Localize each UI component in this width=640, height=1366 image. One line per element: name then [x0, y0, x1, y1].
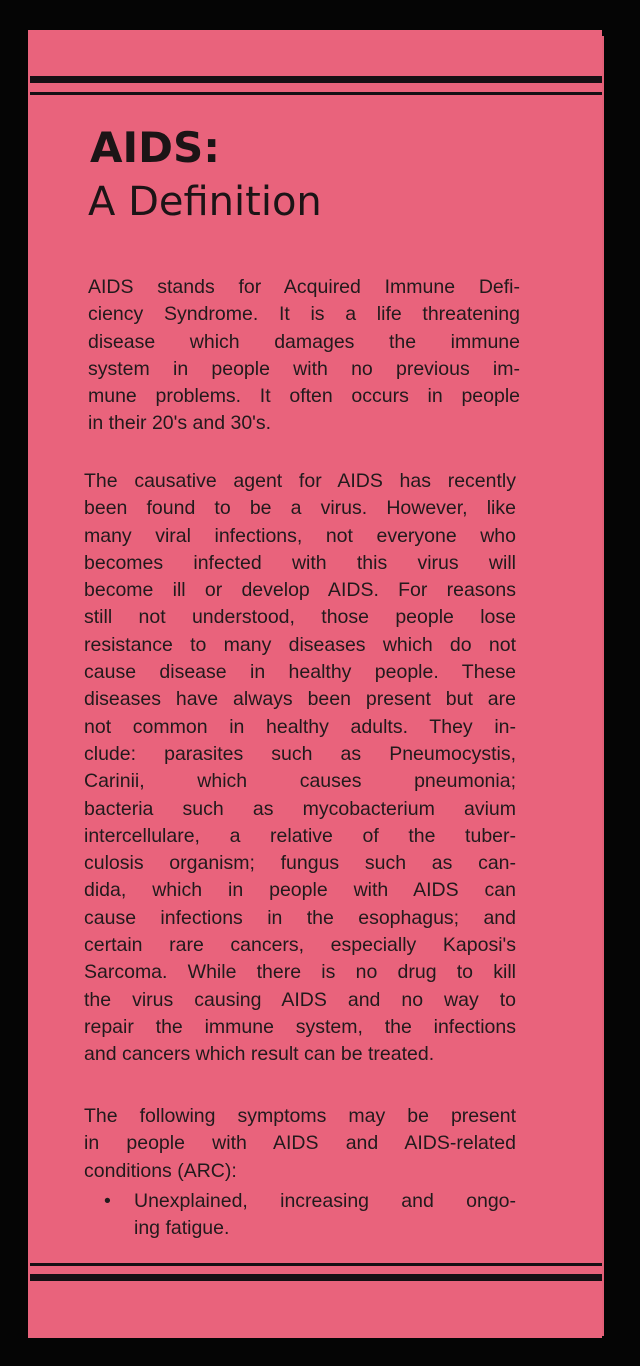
text-line: ciency Syndrome. It is a life threatening [88, 303, 520, 326]
top-rule-thick [30, 76, 602, 83]
text-line: Carinii, which causes pneumonia; [84, 770, 516, 793]
text-line: The following symptoms may be present [84, 1105, 516, 1127]
paragraph-causative-agent [84, 468, 516, 1069]
pamphlet-page [28, 30, 602, 1338]
text-line: clude: parasites such as Pneumocystis, [84, 742, 516, 765]
bullet-text [134, 1188, 516, 1243]
top-rule-thin [30, 92, 602, 95]
text-line: in their 20's and 30's. [88, 412, 272, 435]
text-line: disease which damages the immune [88, 330, 520, 353]
paragraph-symptoms-intro [84, 1103, 516, 1185]
text-line: not common in healthy adults. They in- [84, 715, 516, 738]
bottom-rule-thick [30, 1274, 602, 1281]
text-line: cause infections in the esophagus; and [84, 906, 516, 929]
text-line: in people with AIDS and AIDS-related [84, 1132, 516, 1155]
text-line: and cancers which result can be treated. [84, 1043, 435, 1066]
text-line: certain rare cancers, especially Kaposi's [84, 934, 516, 957]
bottom-rule-thin [30, 1263, 602, 1266]
page-subtitle: A Definition [88, 179, 322, 225]
text-line: become ill or develop AIDS. For reasons [84, 579, 516, 602]
page-title: AIDS: [90, 123, 221, 172]
text-line: intercellulare, a relative of the tuber- [84, 824, 516, 847]
text-line: The causative agent for AIDS has recently [84, 470, 516, 492]
text-line: AIDS stands for Acquired Immune Defi- [88, 276, 520, 298]
text-line: culosis organism; fungus such as can- [84, 852, 516, 875]
bullet-marker: • [104, 1190, 111, 1212]
text-line: cause disease in healthy people. These [84, 661, 516, 684]
text-line: resistance to many diseases which do not [84, 633, 516, 656]
text-line: been found to be a virus. However, like [84, 497, 516, 520]
text-line: system in people with no previous im- [88, 357, 520, 380]
text-line: conditions (ARC): [84, 1159, 237, 1182]
text-line: becomes infected with this virus will [84, 551, 516, 574]
paragraph-definition [88, 274, 520, 438]
text-line: repair the immune system, the infections [84, 1015, 516, 1038]
text-line: ing fatigue. [134, 1217, 230, 1240]
text-line: bacteria such as mycobacterium avium [84, 797, 516, 820]
text-line: mune problems. It often occurs in people [88, 385, 520, 408]
text-line: many viral infections, not everyone who [84, 524, 516, 547]
text-line: Sarcoma. While there is no drug to kill [84, 961, 516, 984]
text-line: still not understood, those people lose [84, 606, 516, 629]
text-line: Unexplained, increasing and ongo- [134, 1190, 516, 1212]
text-line: diseases have always been present but are [84, 688, 516, 711]
text-line: dida, which in people with AIDS can [84, 879, 516, 902]
text-line: the virus causing AIDS and no way to [84, 988, 516, 1011]
